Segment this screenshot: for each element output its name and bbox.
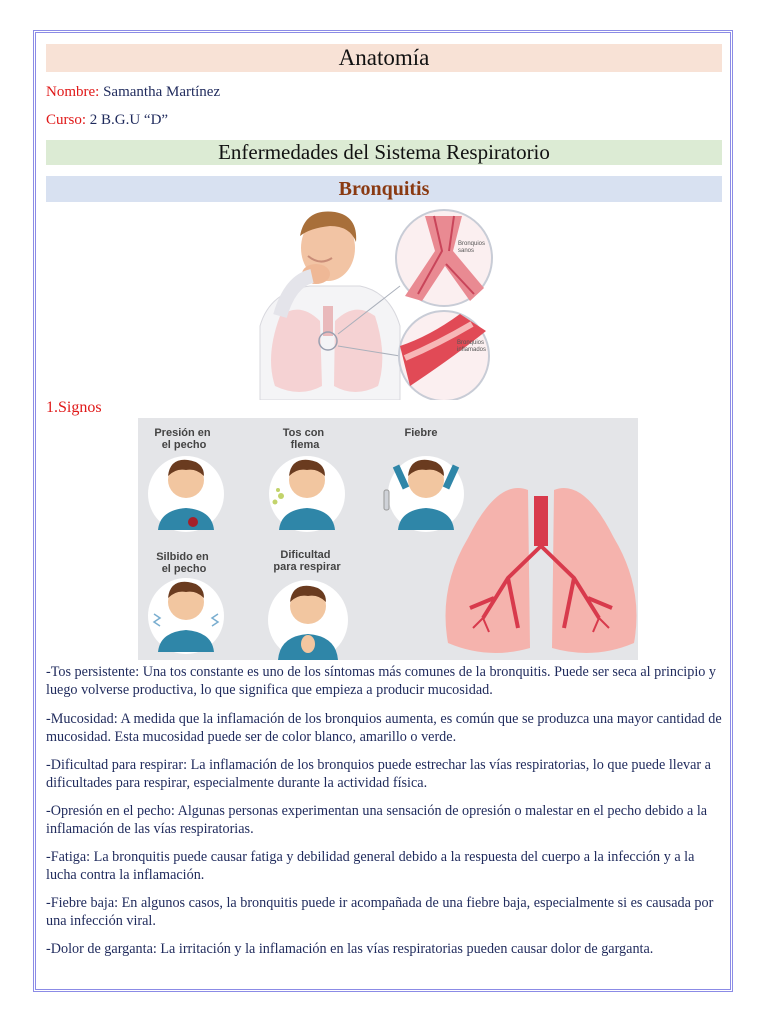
sign-item-3: -Dificultad para respirar: La inflamación de los bronquios puede estrechar las vías respiratorias, lo que puede llevar a dificultades para respirar, especialmente durante la actividad física. xyxy=(46,757,711,791)
label-chest-pressure: Presión en el pecho xyxy=(154,427,211,451)
label-chest-wheeze: Silbido en el pecho xyxy=(156,551,209,575)
topic-title: Bronquitis xyxy=(46,176,722,202)
student-course-line xyxy=(46,112,168,129)
sign-item-6: -Fiebre baja: En algunos casos, la bronquitis puede ir acompañada de una fiebre baja, especialmente si es causada por una infección viral. xyxy=(46,895,714,929)
label-breathing-difficulty: Dificultad para respirar xyxy=(273,549,341,573)
bronchitis-illustration xyxy=(250,206,500,400)
label-cough-phlegm: Tos con flema xyxy=(282,427,325,451)
healthy-bronchi-label: Bronquios sanos xyxy=(458,241,486,254)
name-value: Samantha Martínez xyxy=(103,84,221,100)
chest-wheeze-figure xyxy=(148,578,224,654)
inflamed-bronchi-label: Bronquios inflamados xyxy=(457,340,487,353)
label-fever: Fiebre xyxy=(404,427,438,439)
sign-item-4: -Opresión en el pecho: Algunas personas experimentan una sensación de opresión o malestar en el pecho debido a la inflamación de las vías respiratorias. xyxy=(46,803,708,837)
cough-phlegm-figure xyxy=(269,456,345,532)
course-label: Curso: xyxy=(46,112,87,128)
sign-item-7: -Dolor de garganta: La irritación y la inflamación en las vías respiratorias pueden causar dolor de garganta. xyxy=(46,941,654,957)
section-title: Enfermedades del Sistema Respiratorio xyxy=(46,140,722,165)
sign-item-5: -Fatiga: La bronquitis puede causar fatiga y debilidad general debido a la respuesta del cuerpo a la infección y a la lucha contra la inflamación. xyxy=(46,849,695,883)
symptoms-illustration xyxy=(138,418,638,660)
name-label: Nombre: xyxy=(46,84,100,100)
chest-pressure-figure xyxy=(148,456,224,532)
page-title: Anatomía xyxy=(46,44,722,72)
signs-heading: 1.Signos xyxy=(46,399,102,416)
student-name-line xyxy=(46,84,220,101)
course-value: 2 B.G.U “D” xyxy=(89,112,169,128)
sign-item-2: -Mucosidad: A medida que la inflamación de los bronquios aumenta, es común que se produzca una mayor cantidad de mucosidad. Esta mucosidad puede ser de color blanco, amarillo o verde. xyxy=(46,711,722,745)
breathing-difficulty-figure xyxy=(268,580,348,660)
sign-item-1: -Tos persistente: Una tos constante es uno de los síntomas más comunes de la bronquitis. Puede ser seca al principio y luego volverse productiva, lo que significa que empieza a producir mucosidad. xyxy=(46,664,717,698)
